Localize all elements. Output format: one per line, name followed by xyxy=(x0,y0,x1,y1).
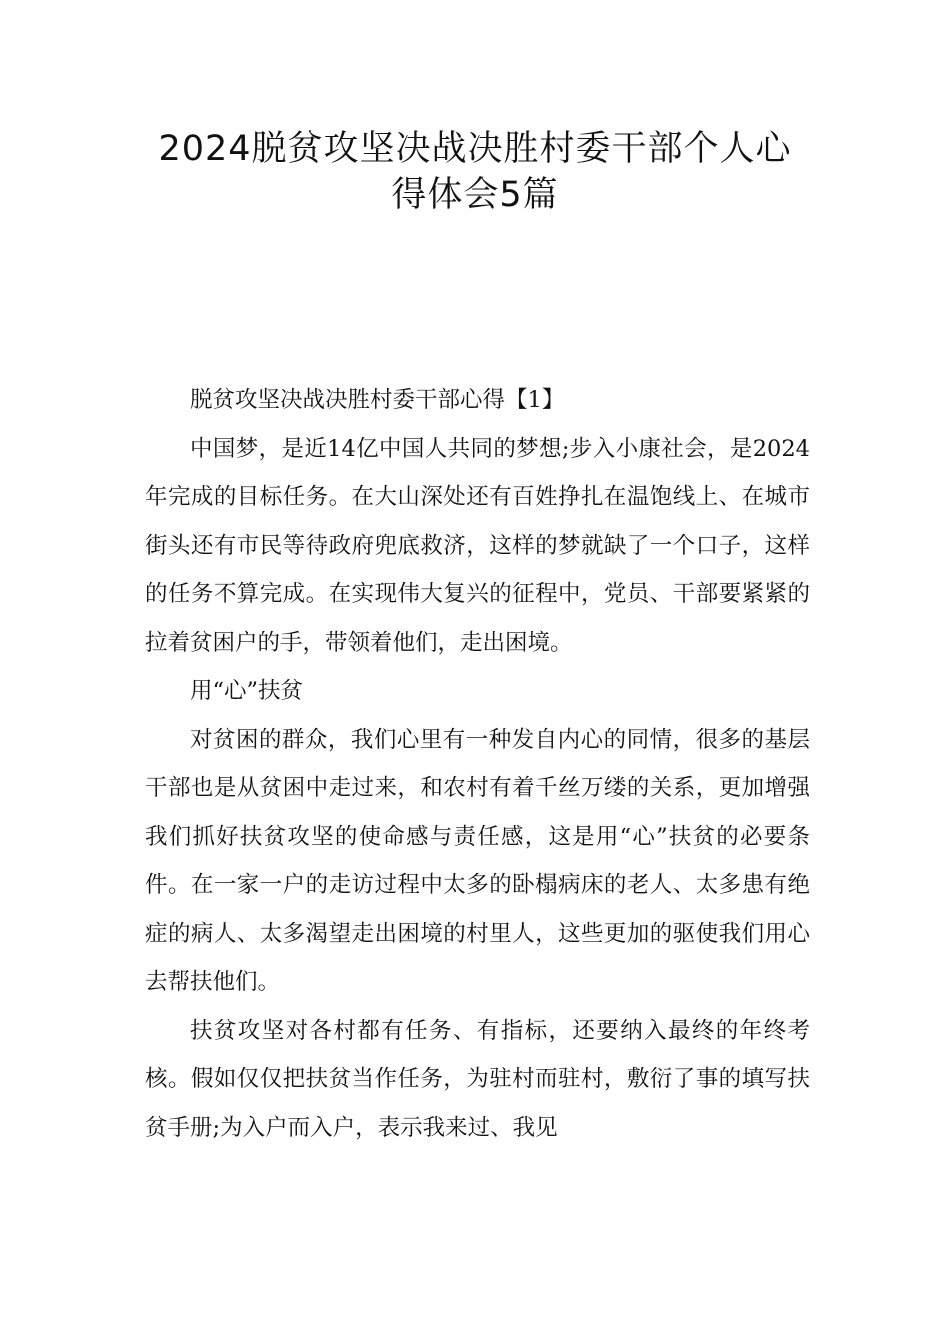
document-body xyxy=(145,376,810,1152)
document-title xyxy=(140,126,810,218)
section-heading-1: 脱贫攻坚决战决胜村委干部心得【1】 xyxy=(190,387,565,413)
body-paragraph-2: 对贫困的群众，我们心里有一种发自内心的同情，很多的基层干部也是从贫困中走过来，和农村有着千丝万缕的关系，更加增强我们抓好扶贫攻坚的使命感与责任感，这是用“心”扶贫的必要条件。在一家一户的走访过程中太多的卧榻病床的老人、太多患有绝症的病人、太多渴望走出困境的村里人，这些更加的驱使我们用心去帮扶他们。 xyxy=(145,726,810,995)
section-subheading: 用“心”扶贫 xyxy=(190,678,304,704)
body-paragraph-3: 扶贫攻坚对各村都有任务、有指标，还要纳入最终的年终考核。假如仅仅把扶贫当作任务，为驻村而驻村，敷衍了事的填写扶贫手册;为入户而入户，表示我来过、我见 xyxy=(145,1017,810,1141)
body-paragraph-1: 中国梦，是近14亿中国人共同的梦想;步入小康社会，是2024年完成的目标任务。在大山深处还有百姓挣扎在温饱线上、在城市街头还有市民等待政府兜底救济，这样的梦就缺了一个口子，这样的任务不算完成。在实现伟大复兴的征程中，党员、干部要紧紧的拉着贫困户的手，带领着他们，走出困境。 xyxy=(145,435,810,656)
document-title-line-1: 2024脱贫攻坚决战决胜村委干部个人心 xyxy=(158,129,792,169)
document-title-line-2: 得体会5篇 xyxy=(391,175,559,215)
